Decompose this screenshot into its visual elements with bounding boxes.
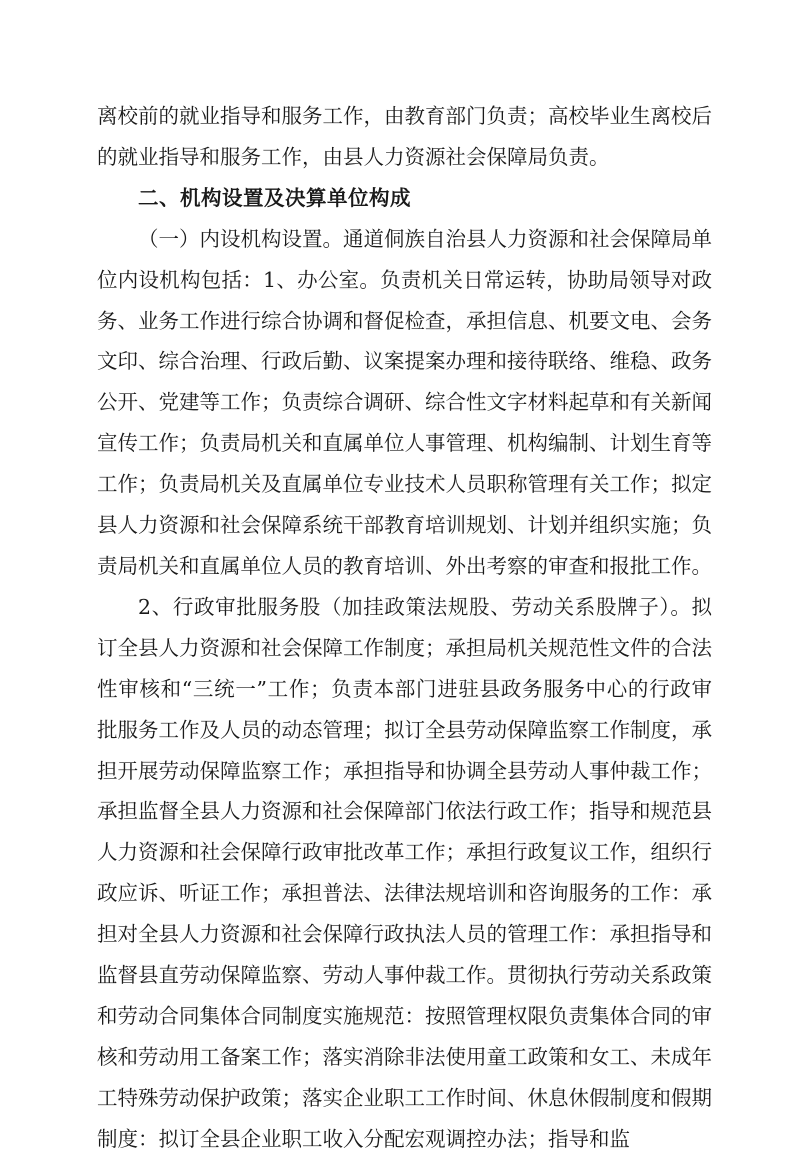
paragraph-continuation: 离校前的就业指导和服务工作，由教育部门负责；高校毕业生离校后的就业指导和服务工作，由县人力资源社会保障局负责。 xyxy=(97,104,712,169)
paragraph-administrative-approval: 2、行政审批服务股（加挂政策法规股、劳动关系股牌子）。拟订全县人力资源和社会保障工作制度；承担局机关规范性文件的合法性审核和“三统一”工作；负责本部门进驻县政务服务中心的行政审批服务工作及人员的动态管理；拟订全县劳动保障监察工作制度，承担开展劳动保障监察工作；承担指导和协调全县劳动人事仲裁工作；承担监督全县人力资源和社会保障部门依法行政工作；指导和规范县人力资源和社会保障行政审批改革工作；承担行政复议工作，组织行政应诉、听证工作；承担普法、法律法规培训和咨询服务的工作：承担对全县人力资源和社会保障行政执法人员的管理工作：承担指导和监督县直劳动保障监察、劳动人事仲裁工作。贯彻执行劳动关系政策和劳动合同集体合同制度实施规范：按照管理权限负责集体合同的审核和劳动用工备案工作；落实消除非法使用童工政策和女工、未成年工特殊劳动保护政策；落实企业职工工作时间、休息休假制度和假期制度：拟订全县企业职工收入分配宏观调控办法；指导和监 xyxy=(97,594,712,1151)
section-heading: 二、机构设置及决算单位构成 xyxy=(138,185,411,210)
document-body xyxy=(97,96,712,1160)
paragraph-internal-organization: （一）内设机构设置。通道侗族自治县人力资源和社会保障局单位内设机构包括：1、办公室。负责机关日常运转，协助局领导对政务、业务工作进行综合协调和督促检查，承担信息、机要文电、会务文印、综合治理、行政后勤、议案提案办理和接待联络、维稳、政务公开、党建等工作；负责综合调研、综合性文字材料起草和有关新闻宣传工作；负责局机关和直属单位人事管理、机构编制、计划生育等工作；负责局机关及直属单位专业技术人员职称管理有关工作；拟定县人力资源和社会保障系统干部教育培训规划、计划并组织实施；负责局机关和直属单位人员的教育培训、外出考察的审查和报批工作。 xyxy=(97,226,712,578)
